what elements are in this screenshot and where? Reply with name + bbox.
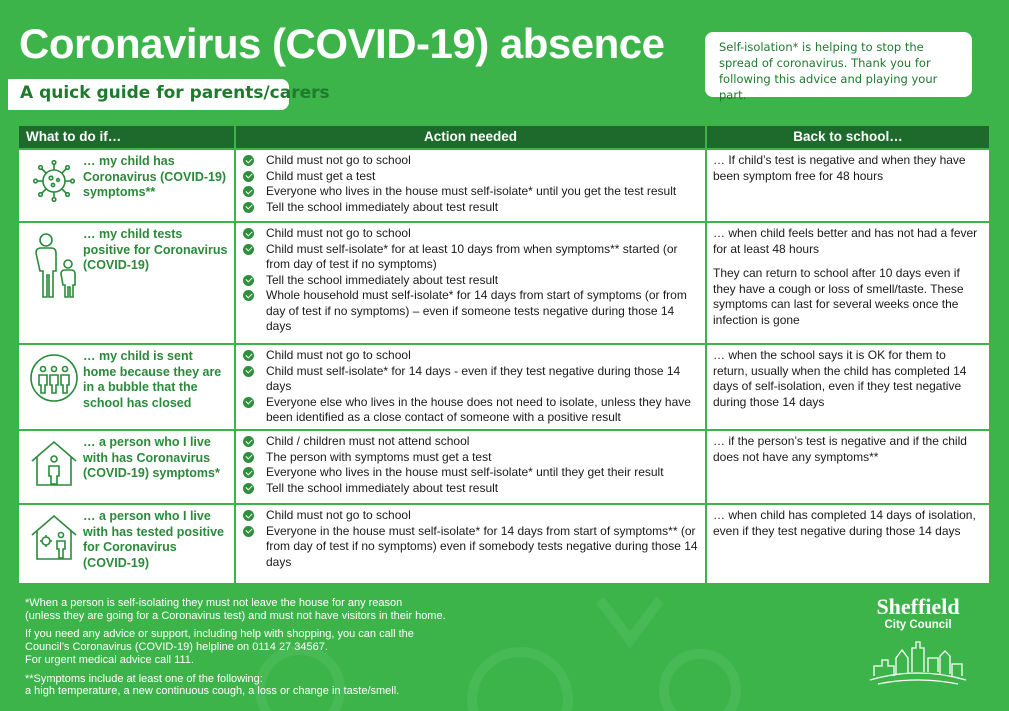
check-icon [243,186,254,197]
action-item: Child must not go to school [242,226,699,242]
action-item: Child must get a test [242,169,699,185]
footnote-helpline: If you need any advice or support, including help with shopping, you can call the Council’s Coronavirus (COVID-19) helpline on 0114 27 34567. For urgent medical advice call 111. [25,628,414,666]
self-isolation-notice: Self-isolation* is helping to stop the spread of coronavirus. Thank you for following this advice and playing your part. [705,32,972,97]
table-row [18,149,990,222]
table-row [18,344,990,430]
case-cell [18,149,235,222]
footnote-self-isolation: *When a person is self-isolating they must not leave the house for any reason (unless they are going for a Coronavirus test) and must not have visitors in their home. [25,597,446,622]
check-icon [243,228,254,239]
footnotes [25,597,585,704]
back-to-school-text: … If child’s test is negative and when they have been symptom free for 48 hours [713,153,966,183]
action-item: Tell the school immediately about test result [242,200,699,216]
column-header-back-to-school: Back to school… [706,125,990,149]
action-item: Child must not go to school [242,348,699,364]
column-header-what-to-do: What to do if… [18,125,235,149]
back-to-school-cell [706,222,990,344]
check-icon [243,350,254,361]
action-cell [235,344,706,430]
case-label: … my child has Coronavirus (COVID-19) symptoms** [83,154,227,199]
action-item: Everyone else who lives in the house does not need to isolate, unless they have been identified as a close contact of someone with a positive result [242,395,699,426]
page-title: Coronavirus (COVID-19) absence [19,20,665,67]
bubble-group-icon [29,353,79,403]
check-icon [243,436,254,447]
guidance-table [17,124,991,585]
check-icon [243,483,254,494]
check-icon [243,244,254,255]
page-subtitle: A quick guide for parents/carers [8,79,289,110]
case-label: … my child is sent home because they are in a bubble that the school has closed [83,349,222,410]
back-to-school-cell [706,504,990,584]
case-label: … my child tests positive for Coronavirus (COVID-19) [83,227,228,272]
case-cell [18,430,235,504]
table-row [18,222,990,344]
back-to-school-text: … if the person’s test is negative and if the child does not have any symptoms** [713,434,967,464]
check-icon [243,171,254,182]
sheffield-city-council-logo [862,596,974,696]
check-icon [243,467,254,478]
case-label: … a person who I live with has tested positive for Coronavirus (COVID-19) [83,509,225,570]
action-cell [235,430,706,504]
case-cell [18,344,235,430]
action-item: Everyone who lives in the house must self-isolate* until they get their result [242,465,699,481]
logo-sub: City Council [884,619,952,631]
back-to-school-cell [706,430,990,504]
back-to-school-text: … when child feels better and has not had a fever for at least 48 hours [713,226,978,256]
case-label: … a person who I live with has Coronavirus (COVID-19) symptoms* [83,435,220,480]
back-to-school-cell [706,344,990,430]
action-cell [235,149,706,222]
action-item: Child / children must not attend school [242,434,699,450]
action-cell [235,222,706,344]
action-item: Everyone who lives in the house must self-isolate* until you get the test result [242,184,699,200]
action-item: Child must self-isolate* for 14 days - even if they test negative during those 14 days [242,364,699,395]
check-icon [243,452,254,463]
check-icon [243,290,254,301]
adult-child-icon [30,231,78,299]
check-icon [243,275,254,286]
check-icon [243,397,254,408]
table-row [18,430,990,504]
check-icon [243,202,254,213]
house-virus-person-icon [29,513,79,561]
action-item: Child must not go to school [242,153,699,169]
virus-icon [31,158,77,204]
action-item: Whole household must self-isolate* for 14 days from start of symptoms (or from day of test if no symptoms) – even if someone tests negative during those 14 days [242,288,699,335]
footnote-symptoms: **Symptoms include at least one of the following: a high temperature, a new continuous cough, a loss or change in taste/smell. [25,672,400,698]
check-icon [243,155,254,166]
case-cell [18,504,235,584]
back-to-school-text: … when the school says it is OK for them to return, usually when the child has completed 14 days of self-isolation, even if they test negative during those 14 days [713,348,967,409]
action-item: Child must self-isolate* for at least 10 days from when symptoms** started (or from day of test if no symptoms) [242,242,699,273]
table-header-row [18,125,990,149]
action-item: Everyone in the house must self-isolate* for 14 days from start of symptoms** (or from day of test if no symptoms) even if somebody tests negative during those 14 days [242,524,699,571]
skyline-icon [868,634,968,686]
house-person-icon [29,439,79,487]
check-icon [243,526,254,537]
check-icon [243,510,254,521]
action-item: Tell the school immediately about test result [242,273,699,289]
back-to-school-cell [706,149,990,222]
column-header-action-needed: Action needed [235,125,706,149]
back-to-school-text: They can return to school after 10 days even if they have a cough or loss of smell/taste. These symptoms can last for several weeks once the infection is gone [713,266,964,327]
back-to-school-text: … when child has completed 14 days of isolation, even if they test negative during those 14 days [713,508,976,538]
case-cell [18,222,235,344]
action-item: Tell the school immediately about test result [242,481,699,497]
action-item: The person with symptoms must get a test [242,450,699,466]
logo-name: Sheffield [876,594,960,619]
action-cell [235,504,706,584]
check-icon [243,366,254,377]
table-row [18,504,990,584]
action-item: Child must not go to school [242,508,699,524]
